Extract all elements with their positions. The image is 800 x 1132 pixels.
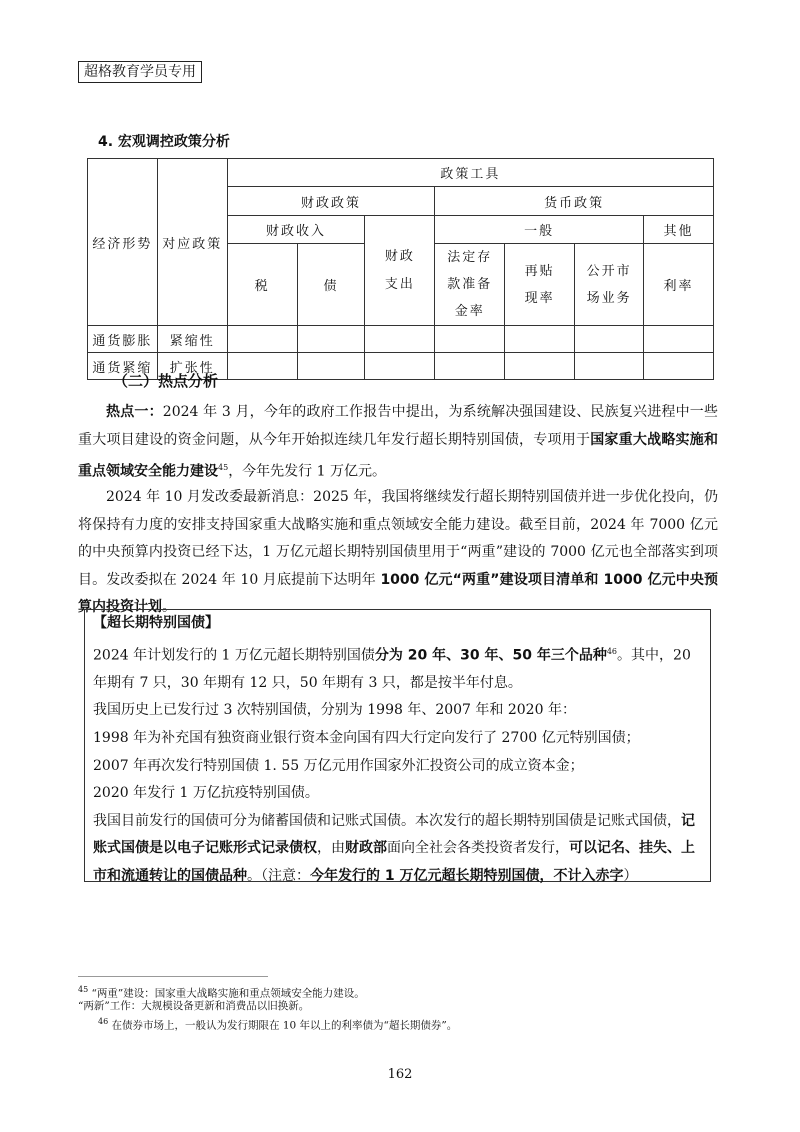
fn-ref-45: 45 bbox=[218, 463, 229, 472]
th-policy: 对应政策 bbox=[157, 159, 227, 326]
th-economy: 经济形势 bbox=[88, 159, 158, 326]
row-policy: 紧缩性 bbox=[157, 326, 227, 353]
box-line-2: 我国历史上已发行过 3 次特别国债，分别为 1998 年、2007 年和 2020 年： bbox=[93, 702, 576, 719]
hot-paragraph-1 bbox=[78, 399, 718, 486]
box-title: 【超长期特别国债】 bbox=[93, 615, 219, 631]
th-tax: 税 bbox=[227, 244, 297, 326]
box-line-3: 1998 年为补充国有独资商业银行资本金向国有四大行定向发行了 2700 亿元特别国债； bbox=[93, 730, 640, 747]
th-general: 一般 bbox=[435, 216, 644, 244]
footnote-45b: “两新”工作：大规模设备更新和消费品以旧换新。 bbox=[78, 1000, 310, 1012]
th-spending: 财政支出 bbox=[365, 216, 435, 326]
p1-bold: 国家重大战略实施和重点领域安全能力建设 bbox=[78, 431, 719, 480]
th-rediscount: 再贴现率 bbox=[505, 244, 575, 326]
th-fiscal: 财政政策 bbox=[227, 187, 435, 216]
fn-ref-46: 46 bbox=[606, 646, 618, 656]
th-omo: 公开市场业务 bbox=[575, 244, 644, 326]
box-line-4: 2007 年再次发行特别国债 1. 55 万亿元用作国家外汇投资公司的成立资本金； bbox=[93, 757, 584, 774]
footnote-divider bbox=[78, 976, 268, 977]
p2-bold: 1000 亿元“两重”建设项目清单和 1000 亿元中央预算内投资计划 bbox=[78, 571, 718, 615]
box-line-1: 2024 年计划发行的 1 万亿元超长期特别国债分为 20 年、30 年、50 年三个品种$^{46}$。其中，20 年期有 7 只，30 年期有 12 只，50 年期有 3 只，都是按半年付息。 bbox=[93, 646, 691, 691]
row-situation: 通货膨胀 bbox=[88, 326, 158, 353]
row-situation: 通货紧缩 bbox=[88, 353, 158, 380]
header-label: 超格教育学员专用 bbox=[78, 61, 202, 83]
p2-text-a: 2024 年 10 月发改委最新消息：2025 年，我国将继续发行超长期特别国债并进一步优化投向，仍将保持有力度的安排支持国家重大战略实施和重点领域安全能力建设。截至目前，2024 年 7000 亿元的中央预算内投资已经下达，1 万亿元超长期特别国债里用于“两重”建设的 7000 亿元也全部落实到项目。发改委拟在 2024 年 10 月底提前下达明年 bbox=[78, 489, 718, 588]
box-line-5: 2020 年发行 1 万亿抗疫特别国债。 bbox=[93, 785, 319, 802]
th-reserve: 法定存款准备金率 bbox=[435, 244, 505, 326]
th-monetary: 货币政策 bbox=[435, 187, 714, 216]
hot-subheading: （二）热点分析 bbox=[113, 372, 219, 390]
hot-label: 热点一： bbox=[106, 404, 163, 420]
table-row bbox=[88, 326, 714, 353]
th-other: 其他 bbox=[644, 216, 714, 244]
section-title: 4. 宏观调控政策分析 bbox=[98, 134, 230, 150]
th-debt: 债 bbox=[297, 244, 365, 326]
info-box bbox=[84, 609, 711, 882]
policy-table bbox=[87, 158, 714, 380]
page-number: 162 bbox=[387, 1067, 413, 1082]
th-revenue: 财政收入 bbox=[227, 216, 365, 244]
th-rate: 利率 bbox=[644, 244, 714, 326]
p1-text-a: 2024 年 3 月，今年的政府工作报告中提出，为系统解决强国建设、民族复兴进程中一些重大项目建设的资金问题，从今年开始拟连续几年发行超长期特别国债，专项用于 bbox=[78, 404, 718, 448]
footnote-46: $^{46}$ 在债券市场上，一般认为发行期限在 10 年以上的利率债为“超长期债券”。 bbox=[98, 1017, 458, 1032]
footnote-45: $^{45}$ “两重”建设：国家重大战略实施和重点领域安全能力建设。 bbox=[78, 985, 365, 1000]
p1-text-b: ，今年先发行 1 万亿元。 bbox=[228, 463, 386, 480]
p2-text-b: 。 bbox=[162, 599, 176, 615]
row-policy: 扩张性 bbox=[157, 353, 227, 380]
th-tools: 政策工具 bbox=[227, 159, 713, 187]
box-line-6: 我国目前发行的国债可分为储蓄国债和记账式国债。本次发行的超长期特别国债是记账式国债，记账式国债是以电子记账形式记录债权，由财政部面向全社会各类投资者发行，可以记名、挂失、上市和流通转让的国债品种。（注意：今年发行的 1 万亿元超长期特别国债，不计入赤字） bbox=[93, 812, 695, 884]
hot-paragraph-2 bbox=[78, 484, 718, 622]
